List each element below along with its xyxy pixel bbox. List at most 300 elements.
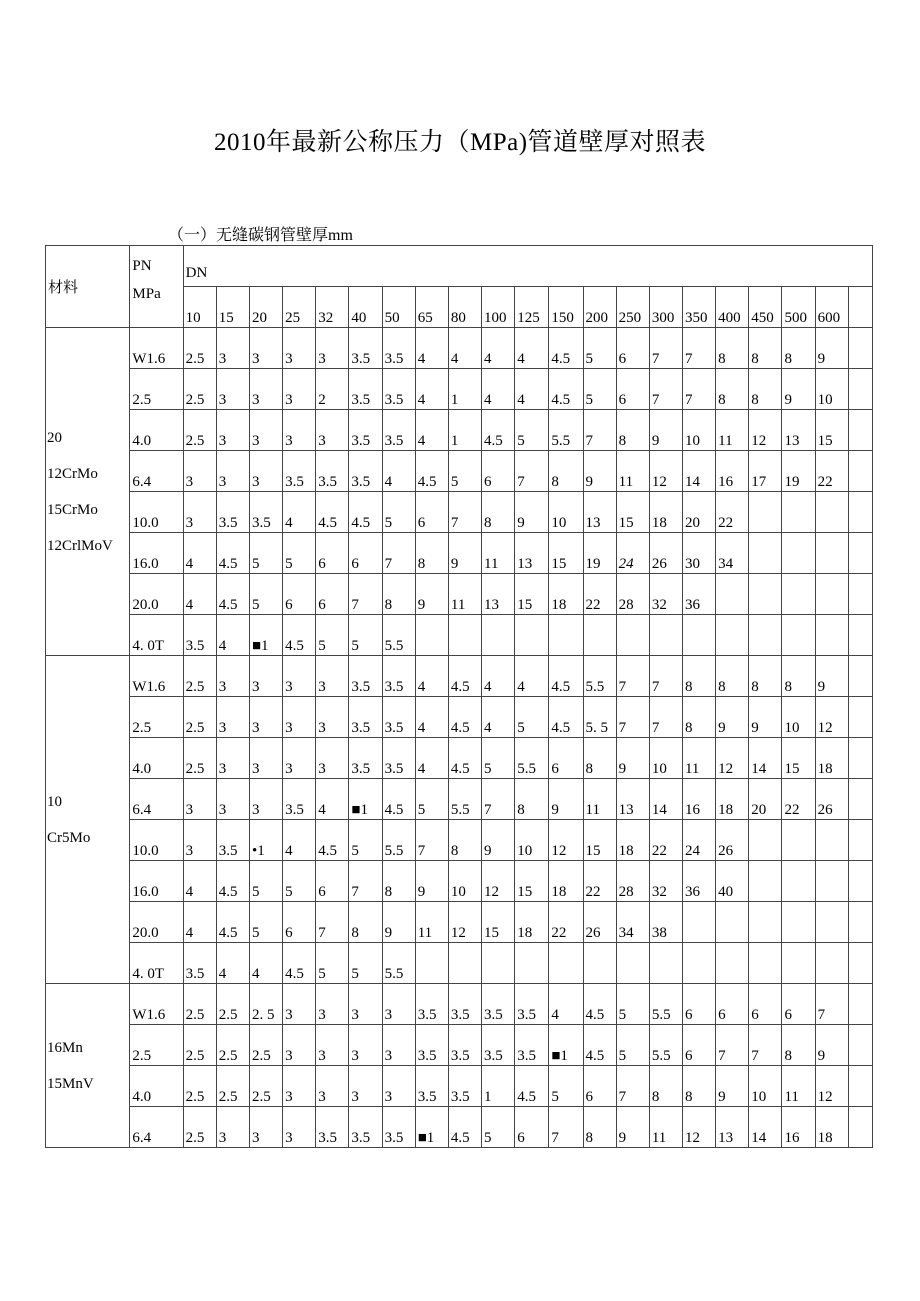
thickness-cell: 5 [583, 328, 616, 369]
thickness-cell: 8 [782, 1025, 815, 1066]
thickness-cell: 4 [183, 902, 216, 943]
thickness-cell: 36 [682, 574, 715, 615]
thickness-cell: 4 [249, 943, 282, 984]
thickness-cell: 12 [682, 1107, 715, 1148]
thickness-cell [716, 943, 749, 984]
thickness-cell: 2.5 [183, 369, 216, 410]
thickness-cell: 38 [649, 902, 682, 943]
thickness-cell: 7 [649, 656, 682, 697]
pn-cell: 4.0 [130, 738, 183, 779]
thickness-cell: 4.5 [216, 533, 249, 574]
thickness-cell: 3 [249, 451, 282, 492]
thickness-cell: 3.5 [216, 492, 249, 533]
thickness-cell: 5 [283, 861, 316, 902]
thickness-cell: 40 [716, 861, 749, 902]
thickness-cell: 11 [583, 779, 616, 820]
thickness-cell: 15 [515, 861, 549, 902]
thickness-cell: 11 [782, 1066, 815, 1107]
thickness-cell [749, 492, 782, 533]
thickness-cell: 3.5 [382, 656, 415, 697]
thickness-cell: 5 [583, 369, 616, 410]
thickness-cell: 2.5 [249, 1066, 282, 1107]
dn-header-cell: 32 [316, 287, 349, 328]
thickness-cell: 4 [482, 656, 515, 697]
empty-cell [848, 656, 872, 697]
thickness-cell: 12 [749, 410, 782, 451]
thickness-cell: 1 [448, 369, 481, 410]
thickness-cell: 7 [649, 328, 682, 369]
thickness-cell: 4.5 [448, 738, 481, 779]
thickness-cell: 15 [616, 492, 649, 533]
thickness-cell: 2.5 [183, 1025, 216, 1066]
thickness-cell: 3 [249, 697, 282, 738]
pn-cell: 4. 0T [130, 615, 183, 656]
thickness-cell: 8 [482, 492, 515, 533]
thickness-cell: 26 [583, 902, 616, 943]
thickness-cell: 4.5 [448, 1107, 481, 1148]
empty-cell [848, 943, 872, 984]
thickness-cell: 3 [283, 656, 316, 697]
thickness-cell: 11 [649, 1107, 682, 1148]
thickness-cell: 6 [682, 984, 715, 1025]
thickness-cell: 3.5 [216, 820, 249, 861]
thickness-cell: 3 [349, 1025, 382, 1066]
empty-cell [848, 369, 872, 410]
thickness-cell: 9 [515, 492, 549, 533]
thickness-cell: 4 [382, 451, 415, 492]
thickness-cell: 4.5 [549, 369, 583, 410]
thickness-cell: 4.5 [216, 902, 249, 943]
thickness-cell: 9 [415, 861, 448, 902]
thickness-cell: 13 [782, 410, 815, 451]
thickness-cell: 12 [448, 902, 481, 943]
thickness-cell: 2.5 [183, 1066, 216, 1107]
thickness-cell: 22 [583, 574, 616, 615]
thickness-cell: 8 [782, 328, 815, 369]
thickness-cell: 24 [682, 820, 715, 861]
material-name: 16Mn [47, 1039, 83, 1056]
thickness-cell: 8 [682, 697, 715, 738]
thickness-cell: 13 [716, 1107, 749, 1148]
thickness-cell [415, 615, 448, 656]
empty-cell [848, 738, 872, 779]
pn-cell: W1.6 [130, 328, 183, 369]
thickness-cell: 7 [549, 1107, 583, 1148]
thickness-cell: 10 [549, 492, 583, 533]
thickness-cell: 12 [815, 1066, 848, 1107]
thickness-cell: 8 [649, 1066, 682, 1107]
thickness-cell: 5 [283, 533, 316, 574]
thickness-cell: 2.5 [183, 656, 216, 697]
thickness-cell: 3 [316, 697, 349, 738]
thickness-cell: 13 [583, 492, 616, 533]
thickness-cell: 22 [583, 861, 616, 902]
thickness-cell: 7 [649, 369, 682, 410]
thickness-cell: 6 [616, 369, 649, 410]
thickness-cell: 15 [815, 410, 848, 451]
thickness-cell: 18 [649, 492, 682, 533]
thickness-cell: 5 [249, 861, 282, 902]
thickness-cell: 3 [183, 820, 216, 861]
thickness-cell: 12 [815, 697, 848, 738]
thickness-cell [815, 861, 848, 902]
thickness-cell: 26 [649, 533, 682, 574]
thickness-cell: 4.5 [448, 656, 481, 697]
thickness-cell: 2.5 [183, 697, 216, 738]
thickness-cell: 11 [448, 574, 481, 615]
thickness-cell: 5 [249, 902, 282, 943]
table-row [46, 697, 873, 738]
thickness-cell: 5 [249, 574, 282, 615]
pn-cell: 6.4 [130, 1107, 183, 1148]
dn-header-cell: 15 [216, 287, 249, 328]
table-row [46, 451, 873, 492]
thickness-cell: 3 [382, 1025, 415, 1066]
thickness-cell: 6 [349, 533, 382, 574]
thickness-cell: ■1 [249, 615, 282, 656]
thickness-cell: 8 [382, 574, 415, 615]
thickness-cell: 3 [316, 1066, 349, 1107]
thickness-cell: 7 [616, 697, 649, 738]
thickness-cell [515, 943, 549, 984]
material-name: 20 [47, 429, 62, 446]
thickness-cell: 4.5 [583, 1025, 616, 1066]
thickness-cell: 15 [515, 574, 549, 615]
thickness-cell: 7 [415, 820, 448, 861]
empty-cell [848, 574, 872, 615]
thickness-cell: 5.5 [649, 1025, 682, 1066]
thickness-cell: 7 [515, 451, 549, 492]
thickness-cell: 8 [382, 861, 415, 902]
thickness-cell: 10 [815, 369, 848, 410]
table-row [46, 615, 873, 656]
thickness-cell [716, 902, 749, 943]
thickness-cell [815, 820, 848, 861]
thickness-cell: 4 [216, 615, 249, 656]
thickness-cell: 4 [482, 328, 515, 369]
thickness-cell: 22 [782, 779, 815, 820]
thickness-cell: 28 [616, 861, 649, 902]
table-row [46, 574, 873, 615]
thickness-cell: 4.5 [448, 697, 481, 738]
thickness-cell [782, 943, 815, 984]
thickness-cell: 8 [415, 533, 448, 574]
thickness-cell: 6 [316, 861, 349, 902]
pn-cell: 10.0 [130, 820, 183, 861]
thickness-cell: 3.5 [382, 1107, 415, 1148]
thickness-cell: 2.5 [249, 1025, 282, 1066]
dn-header-cell: 300 [649, 287, 682, 328]
dn-header-cell: 600 [815, 287, 848, 328]
thickness-cell [782, 574, 815, 615]
thickness-cell: 3 [216, 410, 249, 451]
thickness-cell: 3.5 [382, 328, 415, 369]
thickness-cell: 4 [183, 861, 216, 902]
thickness-cell: 9 [415, 574, 448, 615]
thickness-cell: 6 [583, 1066, 616, 1107]
thickness-cell: 4 [482, 697, 515, 738]
thickness-cell: 8 [682, 1066, 715, 1107]
thickness-cell: 3 [283, 697, 316, 738]
thickness-cell: 3 [249, 369, 282, 410]
thickness-cell: 3.5 [349, 738, 382, 779]
thickness-cell: 4 [415, 369, 448, 410]
thickness-cell: 3.5 [482, 1025, 515, 1066]
dn-header-cell: 40 [349, 287, 382, 328]
thickness-cell: 17 [749, 451, 782, 492]
thickness-cell: 3.5 [415, 984, 448, 1025]
table-row [46, 1025, 873, 1066]
thickness-cell: 3.5 [183, 943, 216, 984]
thickness-cell: 6 [682, 1025, 715, 1066]
material-cell [46, 656, 130, 984]
empty-cell [848, 410, 872, 451]
thickness-cell: 3 [316, 656, 349, 697]
thickness-cell [749, 533, 782, 574]
thickness-cell: 10 [448, 861, 481, 902]
thickness-cell: 3 [349, 984, 382, 1025]
thickness-cell: 5 [382, 492, 415, 533]
thickness-cell [482, 615, 515, 656]
thickness-cell: 5 [482, 1107, 515, 1148]
thickness-cell: 20 [749, 779, 782, 820]
thickness-cell: 3.5 [283, 779, 316, 820]
table-row [46, 369, 873, 410]
table-row [46, 533, 873, 574]
table-row [46, 902, 873, 943]
thickness-cell: 5.5 [382, 820, 415, 861]
thickness-cell: 7 [349, 861, 382, 902]
thickness-cell: 22 [649, 820, 682, 861]
thickness-cell: 2.5 [183, 410, 216, 451]
thickness-cell: 10 [782, 697, 815, 738]
thickness-cell: 3.5 [515, 1025, 549, 1066]
material-name: Cr5Mo [47, 829, 91, 846]
thickness-cell: 5 [316, 615, 349, 656]
thickness-cell: 11 [616, 451, 649, 492]
thickness-cell: 4.5 [549, 328, 583, 369]
thickness-cell: 6 [549, 738, 583, 779]
thickness-cell: 9 [616, 738, 649, 779]
dn-header-cell: 400 [716, 287, 749, 328]
thickness-cell [583, 943, 616, 984]
thickness-cell: 16 [682, 779, 715, 820]
empty-cell [848, 779, 872, 820]
header-material: 材料 [46, 246, 130, 328]
thickness-cell: 9 [583, 451, 616, 492]
material-cell [46, 984, 130, 1148]
thickness-cell: ■1 [415, 1107, 448, 1148]
thickness-cell: 3.5 [448, 1066, 481, 1107]
thickness-cell: 10 [749, 1066, 782, 1107]
thickness-cell [782, 902, 815, 943]
thickness-cell: 3.5 [349, 697, 382, 738]
thickness-cell: 8 [682, 656, 715, 697]
dn-header-cell: 450 [749, 287, 782, 328]
table-caption: （一）无缝碳钢管壁厚mm [168, 227, 353, 244]
thickness-cell [749, 820, 782, 861]
thickness-cell: 6 [482, 451, 515, 492]
thickness-cell: 14 [749, 1107, 782, 1148]
thickness-cell: •1 [249, 820, 282, 861]
thickness-cell: 8 [749, 369, 782, 410]
thickness-cell: 3 [183, 779, 216, 820]
empty-cell [848, 615, 872, 656]
thickness-cell: 9 [815, 656, 848, 697]
pn-cell: W1.6 [130, 984, 183, 1025]
page-title: 2010年最新公称压力（MPa)管道壁厚对照表 [213, 129, 707, 156]
thickness-cell [749, 574, 782, 615]
thickness-cell [815, 492, 848, 533]
thickness-cell: 3 [216, 369, 249, 410]
thickness-cell: 3 [249, 779, 282, 820]
empty-cell [848, 984, 872, 1025]
material-name: 12CrMo [47, 465, 98, 482]
thickness-cell: 5.5 [549, 410, 583, 451]
thickness-cell: 6 [782, 984, 815, 1025]
thickness-cell [448, 943, 481, 984]
thickness-cell: 8 [749, 656, 782, 697]
thickness-cell: 3 [216, 656, 249, 697]
thickness-cell: 34 [616, 902, 649, 943]
thickness-cell: 3 [216, 328, 249, 369]
thickness-cell: 6 [716, 984, 749, 1025]
thickness-cell: 12 [649, 451, 682, 492]
thickness-cell: 6 [283, 902, 316, 943]
thickness-cell [815, 615, 848, 656]
thickness-cell [749, 902, 782, 943]
empty-cell [848, 533, 872, 574]
thickness-cell: 5 [349, 943, 382, 984]
thickness-cell: 3 [249, 1107, 282, 1148]
thickness-cell: 3 [349, 1066, 382, 1107]
thickness-cell: 32 [649, 861, 682, 902]
thickness-cell: 5 [515, 410, 549, 451]
thickness-cell [782, 492, 815, 533]
thickness-cell: 8 [749, 328, 782, 369]
thickness-cell: 12 [482, 861, 515, 902]
thickness-cell [616, 615, 649, 656]
thickness-cell: 3.5 [448, 984, 481, 1025]
thickness-cell: 3.5 [183, 615, 216, 656]
thickness-cell: 13 [616, 779, 649, 820]
thickness-cell: 18 [716, 779, 749, 820]
pn-cell: 6.4 [130, 779, 183, 820]
thickness-cell: 18 [549, 861, 583, 902]
thickness-cell: 9 [815, 328, 848, 369]
thickness-cell: 19 [583, 533, 616, 574]
thickness-cell: 5 [349, 820, 382, 861]
thickness-cell: 14 [682, 451, 715, 492]
thickness-cell: 8 [583, 1107, 616, 1148]
thickness-cell: 1 [482, 1066, 515, 1107]
thickness-cell: 7 [382, 533, 415, 574]
thickness-cell [415, 943, 448, 984]
thickness-cell: 3.5 [415, 1066, 448, 1107]
thickness-cell [649, 615, 682, 656]
thickness-cell: 3.5 [482, 984, 515, 1025]
thickness-cell: 7 [749, 1025, 782, 1066]
material-name: 15MnV [47, 1075, 94, 1092]
thickness-cell: 13 [515, 533, 549, 574]
pn-cell: 2.5 [130, 369, 183, 410]
thickness-cell: 4 [415, 656, 448, 697]
thickness-cell [649, 943, 682, 984]
thickness-cell: 15 [782, 738, 815, 779]
dn-header-cell: 25 [283, 287, 316, 328]
thickness-cell: 10 [649, 738, 682, 779]
thickness-cell: 7 [448, 492, 481, 533]
thickness-cell: 2.5 [216, 1025, 249, 1066]
thickness-cell: 7 [583, 410, 616, 451]
thickness-cell: 9 [716, 1066, 749, 1107]
thickness-cell: 5 [349, 615, 382, 656]
thickness-cell: 19 [782, 451, 815, 492]
thickness-cell: 4.5 [283, 943, 316, 984]
header-pn-line1: PN [132, 258, 152, 274]
thickness-cell: 6 [515, 1107, 549, 1148]
empty-cell [848, 1025, 872, 1066]
dn-header-cell: 125 [515, 287, 549, 328]
empty-cell [848, 1107, 872, 1148]
thickness-cell: 4.5 [216, 574, 249, 615]
empty-cell [848, 697, 872, 738]
thickness-cell: 3 [316, 410, 349, 451]
thickness-cell: 3.5 [382, 738, 415, 779]
thickness-cell: ■1 [349, 779, 382, 820]
thickness-cell: 26 [716, 820, 749, 861]
thickness-cell: 26 [815, 779, 848, 820]
thickness-cell: 7 [349, 574, 382, 615]
thickness-cell: 15 [583, 820, 616, 861]
thickness-cell: 3 [216, 451, 249, 492]
thickness-cell: 7 [649, 697, 682, 738]
thickness-cell: 3 [283, 1025, 316, 1066]
thickness-cell: 18 [616, 820, 649, 861]
thickness-cell: 4.5 [382, 779, 415, 820]
thickness-cell [815, 902, 848, 943]
thickness-cell: 4.5 [482, 410, 515, 451]
dn-header-cell: 80 [448, 287, 481, 328]
thickness-cell: 4.5 [216, 861, 249, 902]
thickness-cell: 3 [283, 1066, 316, 1107]
thickness-cell [782, 861, 815, 902]
empty-cell [848, 902, 872, 943]
thickness-cell: 5.5 [583, 656, 616, 697]
thickness-cell: 15 [482, 902, 515, 943]
thickness-cell: 10 [515, 820, 549, 861]
thickness-cell: 4.5 [316, 492, 349, 533]
thickness-cell: 5 [316, 943, 349, 984]
thickness-cell: 5.5 [448, 779, 481, 820]
thickness-cell: 6 [616, 328, 649, 369]
thickness-cell: 3 [249, 656, 282, 697]
thickness-cell [782, 820, 815, 861]
thickness-cell: 2. 5 [249, 984, 282, 1025]
header-row-dn [46, 246, 873, 287]
thickness-cell: 3 [216, 779, 249, 820]
thickness-cell: 3 [283, 410, 316, 451]
thickness-cell: 18 [815, 738, 848, 779]
thickness-cell: 3.5 [349, 656, 382, 697]
thickness-cell: 10 [682, 410, 715, 451]
thickness-cell: 6 [749, 984, 782, 1025]
thickness-cell: 18 [515, 902, 549, 943]
thickness-cell: 16 [782, 1107, 815, 1148]
dn-header-cell: 100 [482, 287, 515, 328]
thickness-cell: 11 [415, 902, 448, 943]
thickness-cell: 9 [716, 697, 749, 738]
